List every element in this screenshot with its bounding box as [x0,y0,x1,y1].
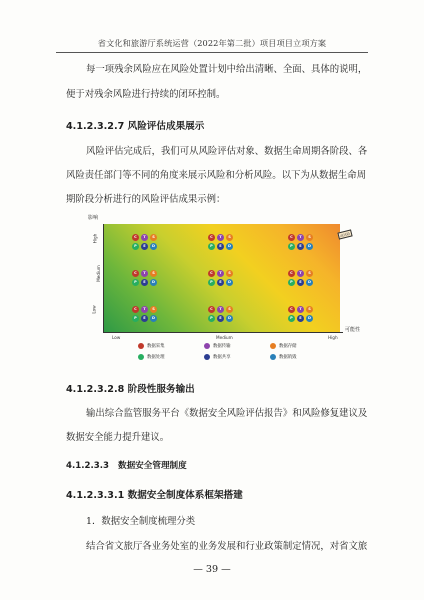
risk-dot-p: P [208,279,215,286]
risk-dot-e: E [141,315,148,322]
header-rule [56,52,368,53]
page-number: — 39 — [193,564,231,575]
risk-dot-d: D [306,243,313,250]
legend-item [204,342,231,350]
risk-dot-s: S [306,234,313,241]
x-axis [103,332,343,333]
y-axis-label: 影响 [88,215,99,221]
risk-dot-e: E [217,243,224,250]
section-number: 4.1.2.3.3 [66,461,109,471]
heatmap-legend [138,342,338,366]
legend-swatch [270,343,276,349]
risk-dot-s: S [150,270,157,277]
heatmap-cell-r2-c0 [132,306,184,324]
risk-dot-e: E [141,279,148,286]
y-tick-high: High [92,233,98,244]
legend-label: 数据传输 [213,344,231,349]
list-item-1: 1．数据安全制度梳理分类 [86,516,196,527]
risk-dot-s: S [306,306,313,313]
legend-swatch [204,343,210,349]
legend-swatch [138,343,144,349]
risk-dot-p: P [208,315,215,322]
risk-dot-c: C [288,234,295,241]
risk-dot-s: S [226,306,233,313]
y-axis [103,224,104,333]
risk-dot-c: C [288,306,295,313]
legend-label: 数据存储 [279,344,297,349]
para2-line3: 期阶段分析进行的风险评估成果示例： [66,194,226,205]
risk-dot-c: C [208,306,215,313]
y-tick-low: Low [91,305,97,314]
x-tick-high: High [328,335,338,340]
legend-label: 数据销毁 [279,355,297,360]
risk-dot-e: E [297,315,304,322]
section-title: 数据安全管理制度 [117,461,187,471]
risk-dot-t: T [297,270,304,277]
heatmap-cell-r1-c2 [288,270,340,288]
risk-dot-p: P [288,243,295,250]
risk-dot-t: T [141,234,148,241]
risk-dot-e: E [141,243,148,250]
risk-dot-p: P [208,243,215,250]
legend-item [270,342,297,350]
risk-dot-t: T [297,234,304,241]
legend-label: 数据共享 [213,355,231,360]
section-number: 4.1.2.3.2.7 [66,121,125,132]
risk-dot-p: P [132,315,139,322]
x-axis-label: 可能性 [344,327,360,333]
heatmap-cell-r0-c2 [288,234,340,252]
section-heading-framework [66,487,243,501]
risk-dot-d: D [226,315,233,322]
section-heading-phase-output [66,381,195,395]
legend-swatch [270,354,276,360]
risk-dot-d: D [150,243,157,250]
risk-dot-d: D [150,315,157,322]
risk-dot-c: C [132,306,139,313]
risk-dot-p: P [132,279,139,286]
risk-dot-s: S [306,270,313,277]
page-header: 省文化和旅游厅系统运营（2022年第二批）项目项目立项方案 [97,38,327,48]
para2-line1: 风险评估完成后，我们可从风险评估对象、数据生命周期各阶段、各 [86,146,368,157]
risk-dot-t: T [217,306,224,313]
heatmap-cell-r0-c1 [208,234,260,252]
heatmap-cell-r2-c2 [288,306,340,324]
section-number: 4.1.2.3.2.8 [66,384,125,395]
heatmap-cell-r1-c1 [208,270,260,288]
risk-dot-p: P [288,279,295,286]
high-risk-badge: 高风险 [337,229,352,239]
legend-item [138,353,165,361]
risk-dot-e: E [217,315,224,322]
heatmap-cell-r2-c1 [208,306,260,324]
risk-dot-t: T [217,270,224,277]
risk-dot-s: S [150,306,157,313]
risk-dot-s: S [150,234,157,241]
risk-dot-c: C [132,234,139,241]
risk-dot-d: D [226,243,233,250]
legend-label: 数据处理 [147,355,165,360]
risk-dot-t: T [141,270,148,277]
section-number: 4.1.2.3.3.1 [66,490,125,501]
para3-line2: 数据安全能力提升建议。 [66,432,170,443]
risk-dot-d: D [150,279,157,286]
risk-dot-s: S [226,234,233,241]
risk-dot-d: D [226,279,233,286]
section-heading-management-system [66,459,187,471]
risk-dot-e: E [297,243,304,250]
section-title: 阶段性服务输出 [127,384,195,395]
section-heading-risk-results [66,118,204,132]
legend-item [204,353,231,361]
risk-dot-d: D [306,279,313,286]
heatmap-cell-r1-c0 [132,270,184,288]
risk-dot-e: E [297,279,304,286]
x-tick-medium: Medium [216,335,233,340]
y-tick-medium: Medium [95,265,101,282]
heatmap-cell-r0-c0 [132,234,184,252]
x-tick-low: Low [112,335,121,340]
risk-dot-t: T [297,306,304,313]
para2-line2: 风险责任部门等不同的角度来展示风险和分析风险。以下为从数据生命周 [66,170,367,181]
legend-label: 数据采集 [147,344,165,349]
risk-dot-d: D [306,315,313,322]
risk-dot-c: C [132,270,139,277]
section-title: 风险评估成果展示 [127,121,205,132]
para1-line1: 每一项残余风险应在风险处置计划中给出清晰、全面、具体的说明， [86,64,368,75]
legend-swatch [204,354,210,360]
risk-dot-t: T [141,306,148,313]
legend-item [138,342,165,350]
risk-dot-c: C [288,270,295,277]
legend-swatch [138,354,144,360]
risk-dot-s: S [226,270,233,277]
para4-line1: 结合省文旅厅各业务处室的业务发展和行业政策制定情况，对省文旅 [86,541,368,552]
risk-dot-e: E [217,279,224,286]
risk-dot-p: P [288,315,295,322]
para1-line2: 便于对残余风险进行持续的闭环控制。 [66,89,226,100]
legend-item [270,353,297,361]
risk-heatmap-figure [88,214,360,372]
risk-dot-p: P [132,243,139,250]
risk-dot-c: C [208,270,215,277]
risk-dot-c: C [208,234,215,241]
section-title: 数据安全制度体系框架搭建 [127,490,243,501]
risk-dot-t: T [217,234,224,241]
para3-line1: 输出综合监管服务平台《数据安全风险评估报告》和风险修复建议及 [86,408,368,419]
